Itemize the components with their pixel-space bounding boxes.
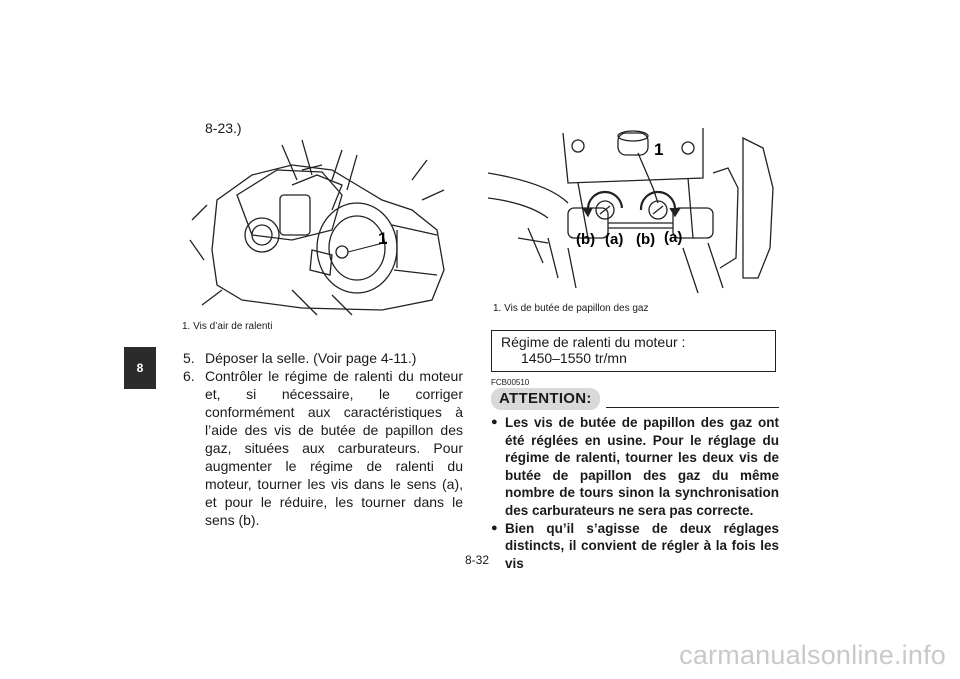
figure-right-label-1: 1 — [654, 140, 664, 159]
attention-list — [491, 414, 779, 572]
attention-item — [491, 414, 779, 520]
step-item — [183, 349, 463, 367]
figure-idle-air-screw — [182, 140, 457, 318]
figure-right-label-a1: (a) — [605, 231, 624, 248]
figure-throttle-stop-screws — [488, 128, 778, 300]
attention-text: Bien qu’il s’agisse de deux réglages distincts, il convient de régler à la fois les vis — [505, 520, 779, 571]
continued-text: 8-23.) — [205, 120, 242, 136]
attention-text: Les vis de butée de papillon des gaz ont été réglées en usine. Pour le réglage du régime de ralenti, tourner les deux vis de butée de papillon des gaz du même nombre de tours sinon la synchronisation des carburateurs ne sera pas correcte. — [505, 415, 779, 518]
step-text: Contrôler le régime de ralenti du moteur et, si nécessaire, le corriger conformément aux caractéristiques à l’aide des vis de butée de papillon des gaz, situées aux carburateurs. Pour augmenter le régime de ralenti du moteur, tourner les vis dans le sens (a), et pour le réduire, les tourner dans le sens (b). — [205, 368, 463, 528]
step-text: Déposer la selle. (Voir page 4-11.) — [205, 350, 417, 366]
figure-right-label-b2: (b) — [636, 231, 656, 248]
attention-badge: ATTENTION: — [491, 388, 600, 410]
bullet-icon: ● — [491, 521, 498, 534]
spec-label: Régime de ralenti du moteur : — [501, 334, 686, 350]
chapter-number: 8 — [136, 361, 144, 375]
figure-left-caption: 1. Vis d’air de ralenti — [182, 321, 273, 332]
procedure-steps — [183, 349, 463, 529]
figure-right-caption: 1. Vis de butée de papillon des gaz — [493, 303, 649, 314]
spec-value: 1450–1550 tr/mn — [521, 350, 627, 366]
attention-item — [491, 520, 779, 573]
chapter-tab — [124, 347, 156, 389]
spec-box — [491, 330, 776, 372]
step-number: 6. — [183, 368, 195, 384]
page-number: 8-32 — [465, 553, 490, 567]
step-number: 5. — [183, 350, 195, 366]
attention-rule — [606, 407, 779, 408]
step-item — [183, 367, 463, 529]
figure-left-label-1: 1 — [378, 229, 388, 248]
attention-code: FCB00510 — [491, 378, 530, 387]
attention-header — [491, 388, 779, 410]
figure-right-label-a2: (a) — [664, 229, 683, 246]
bullet-icon: ● — [491, 416, 498, 428]
watermark: carmanualsonline.info — [679, 640, 946, 670]
figure-right-label-b1: (b) — [576, 231, 596, 248]
